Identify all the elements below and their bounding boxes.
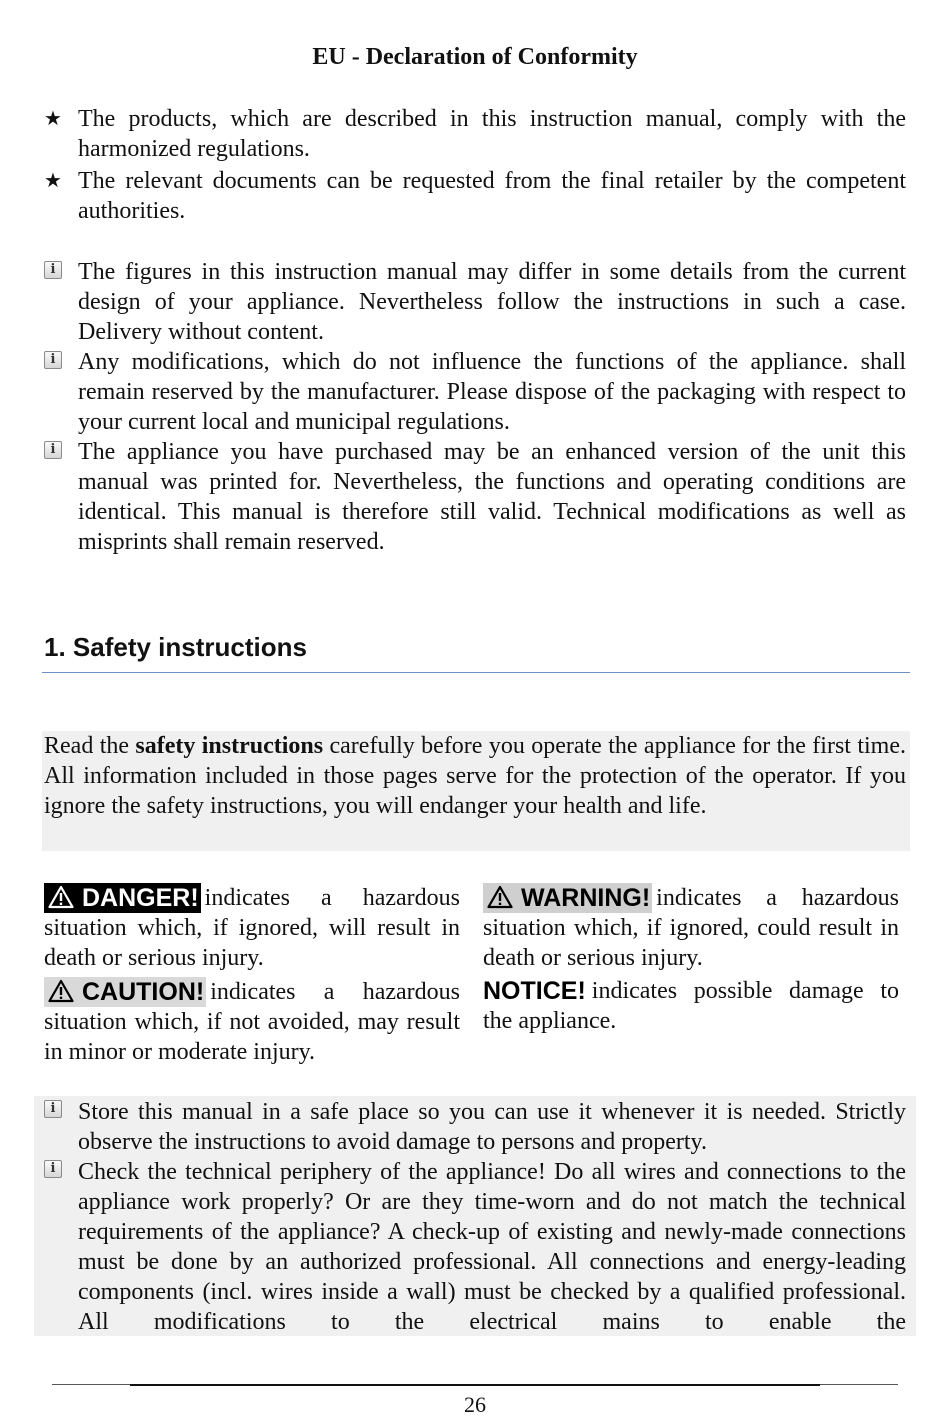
info-note-3: The appliance you have purchased may be an enhanced version of the unit this manual was printed for. Nevertheless, the functions and operating conditions are identical. This manual is therefore still valid. Technical modifications as well as misprints shall remain reserved. bbox=[78, 439, 906, 555]
conformity-bullet-2: The relevant documents can be requested from the final retailer by the competent authorities. bbox=[78, 168, 906, 224]
caution-description: indicates a hazardous situation which, if not avoided, may result in minor or moderate injury. bbox=[44, 979, 460, 1065]
info-icon: i bbox=[44, 441, 62, 459]
danger-signal-label bbox=[44, 883, 201, 913]
info-icon: i bbox=[44, 351, 62, 369]
warning-signal-label bbox=[483, 883, 652, 913]
caution-signal-label bbox=[44, 977, 206, 1007]
info-icon: i bbox=[44, 1100, 62, 1118]
footer-rule-bold bbox=[130, 1384, 820, 1386]
warning-triangle-icon bbox=[487, 885, 513, 909]
warning-label-text: WARNING! bbox=[521, 884, 651, 912]
info-icon: i bbox=[44, 261, 62, 279]
notice-signal-label: NOTICE! bbox=[483, 977, 586, 1005]
page-title: EU - Declaration of Conformity bbox=[312, 44, 638, 70]
safety-intro-paragraph bbox=[44, 731, 906, 821]
store-note-2: Check the technical periphery of the appliance! Do all wires and connections to the appliance work properly? Or are they time-worn and do not match the technical requirements of the appliance? A check-up of existing and newly-made connections must be done by an authorized professional. All connections and energy-leading components (incl. wires inside a wall) must be checked by a qualified professional. All modifications to the electrical mains to enable the bbox=[78, 1159, 906, 1335]
star-bullet-icon: ★ bbox=[44, 108, 62, 130]
intro-text-after: carefully before you operate the appliance for the first time. All information included in those pages serve for the protection of the operator. If you ignore the safety instructions, you will endanger your health and life. bbox=[44, 733, 907, 819]
notice-description: indicates possible damage to the appliance. bbox=[483, 978, 899, 1034]
caution-definition bbox=[44, 977, 460, 1067]
page-number: 26 bbox=[464, 1392, 486, 1417]
intro-text-before: Read the bbox=[44, 733, 136, 759]
caution-label-text: CAUTION! bbox=[82, 978, 205, 1006]
danger-description: indicates a hazardous situation which, if ignored, will result in death or serious injury. bbox=[44, 885, 460, 971]
warning-triangle-icon bbox=[48, 885, 74, 909]
danger-definition bbox=[44, 883, 460, 973]
info-note-1: The figures in this instruction manual may differ in some details from the current design of your appliance. Nevertheless follow the instructions in such a case. Delivery without content. bbox=[78, 259, 906, 345]
danger-label-text: DANGER! bbox=[82, 884, 199, 912]
info-note-2: Any modifications, which do not influence the functions of the appliance. shall remain reserved by the manufacturer. Please dispose of the packaging with respect to your current local and municipal regulations. bbox=[78, 349, 906, 435]
warning-triangle-icon bbox=[48, 979, 74, 1003]
store-note-1: Store this manual in a safe place so you can use it whenever it is needed. Strictly observe the instructions to avoid damage to persons and property. bbox=[78, 1099, 906, 1155]
heading-divider bbox=[42, 672, 910, 673]
warning-description: indicates a hazardous situation which, if ignored, could result in death or serious injury. bbox=[483, 885, 899, 971]
conformity-bullet-1: The products, which are described in this instruction manual, comply with the harmonized regulations. bbox=[78, 106, 906, 162]
notice-definition bbox=[483, 976, 899, 1036]
warning-definition bbox=[483, 883, 899, 973]
info-icon: i bbox=[44, 1160, 62, 1178]
star-bullet-icon: ★ bbox=[44, 170, 62, 192]
intro-bold-text: safety instructions bbox=[135, 733, 324, 759]
section-heading: 1. Safety instructions bbox=[44, 632, 307, 662]
